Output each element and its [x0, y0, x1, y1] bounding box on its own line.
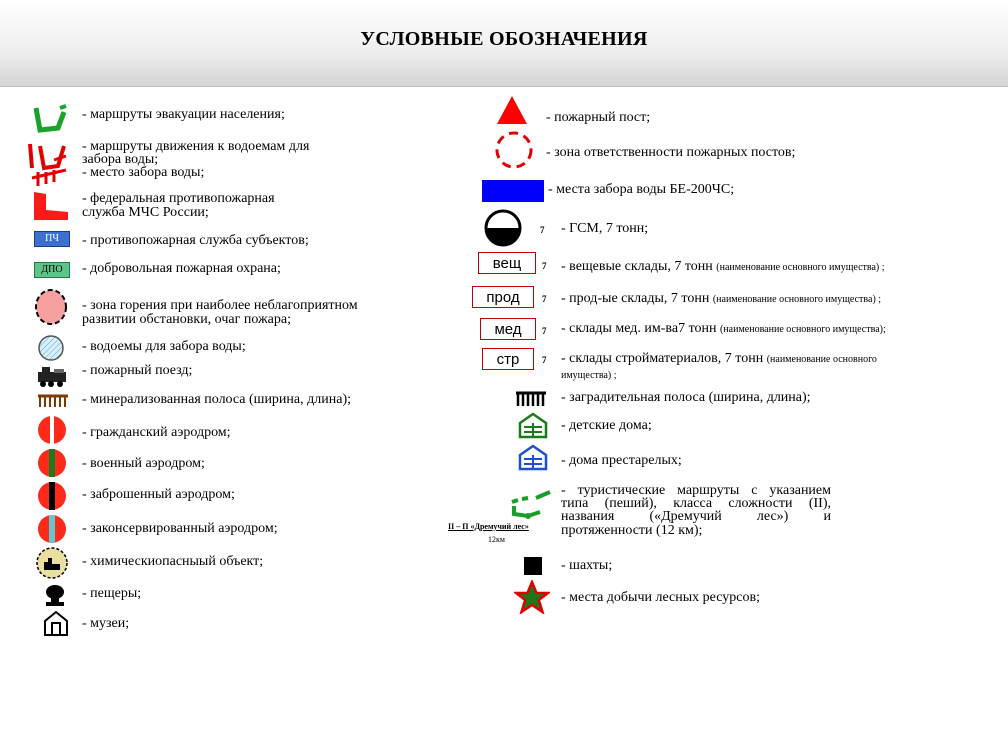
legend-volunteer: - добровольная пожарная охрана;: [82, 261, 281, 276]
legend-ponds: - водоемы для забора воды;: [82, 339, 246, 354]
tourist-route-label: II – П «Дремучий лес»: [448, 522, 529, 531]
legend-medical-warehouse: - склады мед. им-ва7 тонн (наименование основного имущества);: [561, 321, 886, 336]
legend-mines: - шахты;: [561, 558, 613, 573]
prod-number: 7: [542, 294, 547, 304]
be200-water-icon: [482, 180, 544, 202]
cave-icon: [42, 583, 68, 607]
evacuation-route-icon: [30, 104, 70, 134]
legend-barrier-strip: - заградительная полоса (ширина, длина);: [561, 390, 811, 405]
building-materials-icon: стр: [482, 348, 534, 370]
tourist-route-length: 12км: [488, 535, 505, 544]
medical-warehouse-icon: мед: [480, 318, 536, 340]
legend-chemical-object: - химическиопасныый объект;: [82, 554, 264, 569]
mine-icon: [524, 557, 542, 575]
abandoned-airfield-icon: [36, 480, 68, 512]
food-warehouse-icon: прод: [472, 286, 534, 308]
legend-fire-train: - пожарный поезд;: [82, 363, 193, 378]
legend-federal-1: - федеральная противопожарная: [82, 191, 275, 206]
burning-zone-icon: [32, 288, 70, 326]
civil-airfield-icon: [36, 414, 68, 446]
orphanage-icon: [518, 411, 548, 439]
legend-forest-resources: - места добычи лесных ресурсов;: [561, 590, 760, 605]
str-number: 7: [542, 355, 547, 365]
legend-water-place: - место забора воды;: [82, 165, 205, 180]
legend-civil-airfield: - гражданский аэродром;: [82, 425, 231, 440]
legend-abandoned-airfield: - заброшенный аэродром;: [82, 487, 235, 502]
legend-military-airfield: - военный аэродром;: [82, 456, 205, 471]
legend-tourist-3: названия («Дремучий лес») и: [561, 509, 831, 524]
legend-subject-service: - противопожарная служба субъектов;: [82, 233, 309, 248]
tourist-route-icon: [506, 488, 556, 524]
fuel-storage-icon: [483, 208, 523, 248]
responsibility-zone-icon: [492, 128, 536, 172]
legend-orphanages: - детские дома;: [561, 418, 652, 433]
federal-flag-icon: [30, 190, 70, 222]
legend-evacuation: - маршруты эвакуации населения;: [82, 107, 285, 122]
elderly-home-icon: [518, 443, 548, 471]
legend-water-routes-1: - маршруты движения к водоемам для: [82, 139, 310, 154]
legend-clothing-warehouse: - вещевые склады, 7 тонн (наименование основного имущества) ;: [561, 259, 885, 274]
pond-icon: [36, 333, 66, 363]
legend-food-warehouse: - прод-ые склады, 7 тонн (наименование основного имущества) ;: [561, 291, 882, 306]
legend-be200: - места забора воды БЕ-200ЧС;: [548, 182, 735, 197]
forest-resources-icon: [514, 580, 550, 614]
military-airfield-icon: [36, 447, 68, 479]
legend-mothballed-airfield: - законсервированный аэродром;: [82, 521, 278, 536]
legend-fuel: - ГСМ, 7 тонн;: [561, 221, 649, 236]
gsm-number: 7: [540, 225, 545, 235]
mineral-strip-icon: [36, 393, 70, 409]
barrier-strip-icon: [514, 390, 548, 408]
med-number: 7: [542, 326, 547, 336]
legend-burning-zone-2: развитии обстановки, очаг пожара;: [82, 312, 291, 327]
legend-elderly-homes: - дома престарелых;: [561, 453, 682, 468]
legend-building-materials-2: имущества) ;: [561, 370, 617, 381]
legend-mineral-strip: - минерализованная полоса (ширина, длина);: [82, 392, 351, 407]
mothballed-airfield-icon: [36, 513, 68, 545]
legend-federal-2: служба МЧС России;: [82, 205, 209, 220]
museum-icon: [42, 609, 70, 637]
legend-burning-zone-1: - зона горения при наиболее неблагоприятном: [82, 298, 358, 313]
fire-train-icon: [34, 364, 70, 388]
legend-caves: - пещеры;: [82, 586, 142, 601]
header-bar: [0, 0, 1008, 87]
vesh-number: 7: [542, 261, 547, 271]
clothing-warehouse-icon: вещ: [478, 252, 536, 274]
legend-museums: - музеи;: [82, 616, 130, 631]
pch-icon: ПЧ: [34, 231, 70, 247]
legend-building-materials: - склады стройматериалов, 7 тонн (наименование основного: [561, 351, 877, 366]
legend-tourist-2: типа (пеший), класса сложности (II),: [561, 496, 831, 511]
legend-tourist-4: протяженности (12 км);: [561, 523, 703, 538]
fire-post-icon: [495, 94, 529, 126]
water-route-icon: [24, 138, 72, 188]
page-title: УСЛОВНЫЕ ОБОЗНАЧЕНИЯ: [360, 28, 648, 50]
legend-fire-post: - пожарный пост;: [546, 110, 651, 125]
legend-tourist-1: - туристические маршруты с указанием: [561, 483, 831, 498]
legend-water-routes-2: забора воды;: [82, 152, 159, 167]
legend-responsibility-zone: - зона ответственности пожарных постов;: [546, 145, 796, 160]
chemical-object-icon: [35, 546, 69, 580]
dpo-icon: ДПО: [34, 262, 70, 278]
